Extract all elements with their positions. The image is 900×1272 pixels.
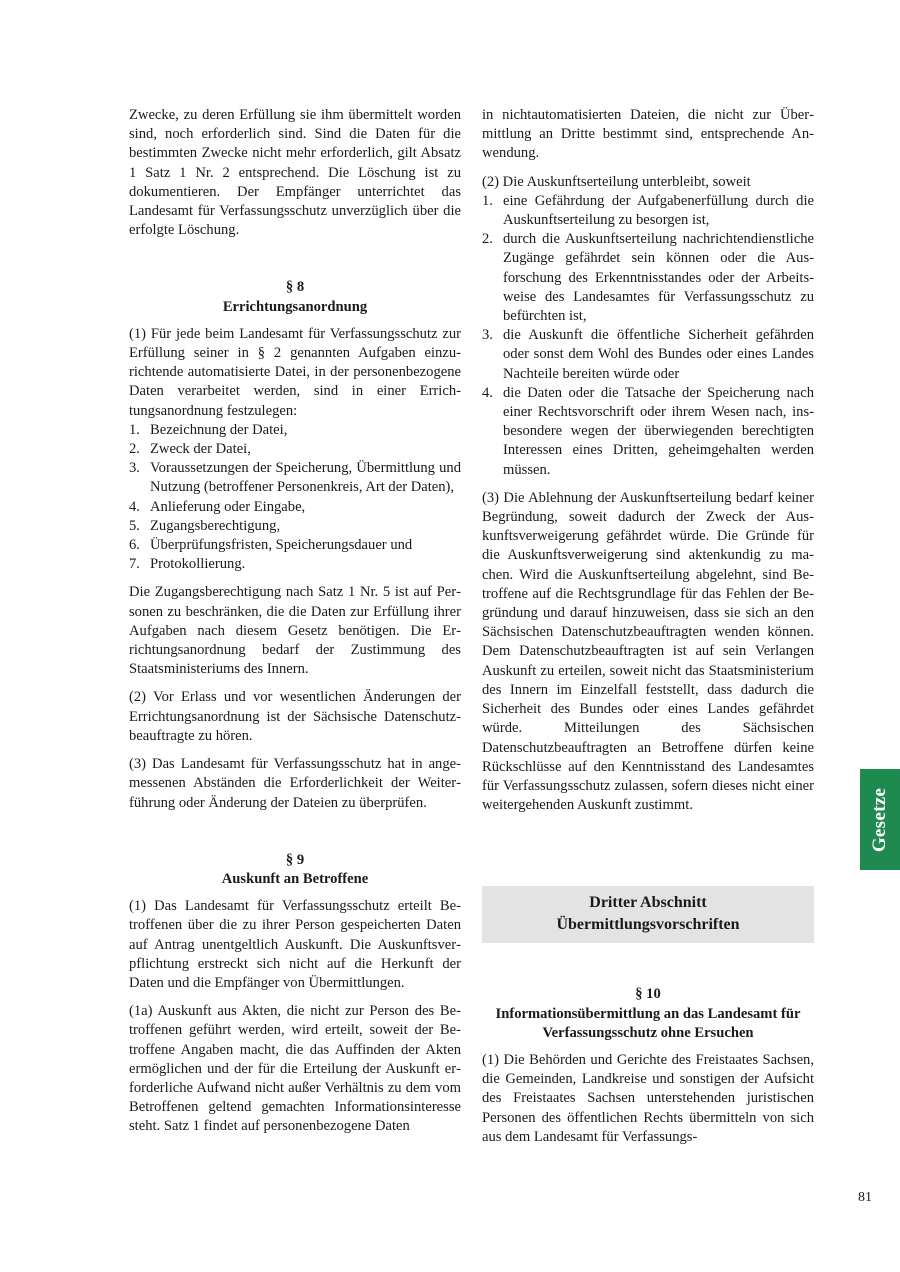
section-8-number: § 8 — [285, 279, 305, 296]
paragraph-intro: Zwecke, zu deren Erfüllung sie ihm übermittelt worden sind, noch erforderlich sind. Sind die Daten für die bestimmten Zwecke nicht mehr erforderlich, gilt Absatz 1 Satz 1 Nr. 2 entsprechend. Die Löschung ist zu dokumentieren. Der Empfänger unterrichtet das Landesamt für Verfassungsschutz unverzüglich über die erfolgte Löschung. — [129, 107, 461, 239]
list-item: 1. Bezeichnung der Datei, — [129, 421, 288, 438]
side-tab-label: Gesetze — [869, 787, 890, 852]
chapter-heading-box — [482, 886, 814, 943]
list-item: 4. Anlieferung oder Eingabe, — [129, 498, 306, 515]
section-8-paragraph-1: (1) Für jede beim Landesamt für Verfassungsschutz zur Erfüllung seiner in § 2 genannten Aufgaben einzurichtende automatisierte Datei, in der personenbezogene Daten verarbeitet werden, sind in einer Errichtungsanordnung festzulegen: — [129, 325, 461, 419]
list-item: 4. die Daten oder die Tatsache der Speicherung nach einer Rechtsvorschrift oder ihrem Wesen nach, insbesondere wegen der überwiegenden berechtigten Interessen eines Dritten, geheimgehalten werden müssen. — [482, 384, 814, 478]
section-9-paragraph-3: (3) Die Ablehnung der Auskunftserteilung bedarf keiner Begründung, soweit dadurch der Zweck der Auskunftsverweigerung gefährdet würde. Die Gründe für die Auskunftsverweigerung sind aktenkundig zu machen. Wird die Auskunftserteilung abgelehnt, sind Betroffene auf die Rechtsgrundlage für das Fehlen der Begründung und darauf hinzuweisen, dass sie sich an den Sächsischen Datenschutzbeauftragten wenden können. Dem Datenschutzbeauftragten ist auf sein Verlangen Auskunft zu erteilen, soweit nicht das Staatsministerium des Innern im Einzelfall feststellt, dass dadurch die Sicherheit des Bundes oder eines Landes gefährdet würde. Mitteilungen des Sächsischen Datenschutzbeauftragten an Betroffene dürfen keine Rückschlüsse auf den Kenntnisstand des Landesamtes für Verfassungsschutz zulassen, sofern dieses nicht einer weitergehenden Auskunft zustimmt. — [482, 489, 814, 814]
gesetze-side-tab — [860, 769, 900, 870]
paragraph-continued: in nichtautomatisierten Dateien, die nicht zur Übermittlung an Dritte bestimmt sind, entsprechende Anwendung. — [482, 107, 814, 162]
page-number: 81 — [858, 1190, 872, 1205]
section-10-number: § 10 — [635, 986, 661, 1003]
list-item: 3. Voraussetzungen der Speicherung, Übermittlung und Nutzung (betroffener Personenkreis, Art der Daten), — [129, 460, 461, 496]
section-9-paragraph-2: (2) Die Auskunftserteilung unterbleibt, soweit — [482, 173, 751, 190]
list-item: 2. durch die Auskunftserteilung nachrichtendienstliche Zugänge gefährdet sein können oder die Ausforschung des Erkenntnisstandes oder der Arbeitsweise des Landesamtes für Verfassungsschutz zu befürchten ist, — [482, 231, 814, 325]
list-item: 3. die Auskunft die öffentliche Sicherheit gefährden oder sonst dem Wohl des Bundes oder eines Landes Nachteile bereiten würde oder — [482, 327, 814, 382]
section-8-title: Errichtungsanordnung — [222, 298, 368, 315]
list-item: 2. Zweck der Datei, — [129, 441, 251, 458]
section-10-title-line-2: Verfassungsschutz ohne Ersuchen — [542, 1024, 754, 1041]
section-9-list — [482, 192, 814, 480]
section-8-list — [129, 421, 461, 575]
list-item: 6. Überprüfungsfristen, Speicherungsdauer und — [129, 537, 413, 554]
section-8-paragraph-2: (2) Vor Erlass und vor wesentlichen Änderungen der Errichtungsanordnung ist der Sächsische Datenschutzbeauftragte zu hören. — [129, 689, 461, 744]
chapter-heading-line-1: Dritter Abschnitt — [589, 894, 707, 912]
section-10-paragraph-1: (1) Die Behörden und Gerichte des Freistaates Sachsen, die Gemeinden, Landkreise und sonstigen der Aufsicht des Freistaates Sachsen unterstehenden juristischen Personen des öffentlichen Rechts übermitteln von sich aus dem Landesamt für Verfassungs- — [482, 1051, 814, 1145]
list-item: 1. eine Gefährdung der Aufgabenerfüllung durch die Auskunftserteilung zu besorgen ist, — [482, 192, 814, 229]
section-8-paragraph-1b: Die Zugangsberechtigung nach Satz 1 Nr. 5 ist auf Personen zu beschränken, die die Daten zur Erfüllung ihrer Aufgaben nach diesem Gesetz benötigen. Die Errichtungsanordnung bedarf der Zustimmung des Staatsministeriums des Innern. — [129, 584, 461, 678]
list-item: 5. Zugangsberechtigung, — [129, 517, 281, 534]
section-9-paragraph-1a: (1a) Auskunft aus Akten, die nicht zur Person des Betroffenen geführt werden, wird erteilt, soweit der Betroffene Angaben macht, die das Auffinden der Akten ermöglichen und der für die Erteilung der Auskunft erforderliche Aufwand nicht außer Verhältnis zu dem vom Betroffenen geltend gemachten Informationsinteresse steht. Satz 1 findet auf personenbezogene Daten — [129, 1003, 461, 1135]
section-10-title-line-1: Informationsübermittlung an das Landesamt für — [495, 1005, 801, 1022]
section-9-title: Auskunft an Betroffene — [221, 870, 369, 887]
section-9-paragraph-1: (1) Das Landesamt für Verfassungsschutz erteilt Betroffenen über die zu ihrer Person gespeicherten Daten auf Antrag unentgeltlich Auskunft. Die Auskunftsverpflichtung erstreckt sich nicht auf die Herkunft der Daten und die Empfänger von Übermittlungen. — [129, 898, 461, 991]
section-9-number: § 9 — [285, 851, 305, 868]
section-8-paragraph-3: (3) Das Landesamt für Verfassungsschutz hat in angemessenen Abständen die Erforderlichkeit der Weiterführung oder Änderung der Dateien zu überprüfen. — [129, 756, 461, 811]
left-column — [129, 106, 461, 1146]
list-item: 7. Protokollierung. — [129, 556, 246, 573]
chapter-heading-line-2: Übermittlungsvorschriften — [556, 916, 740, 934]
right-column — [482, 106, 814, 1156]
